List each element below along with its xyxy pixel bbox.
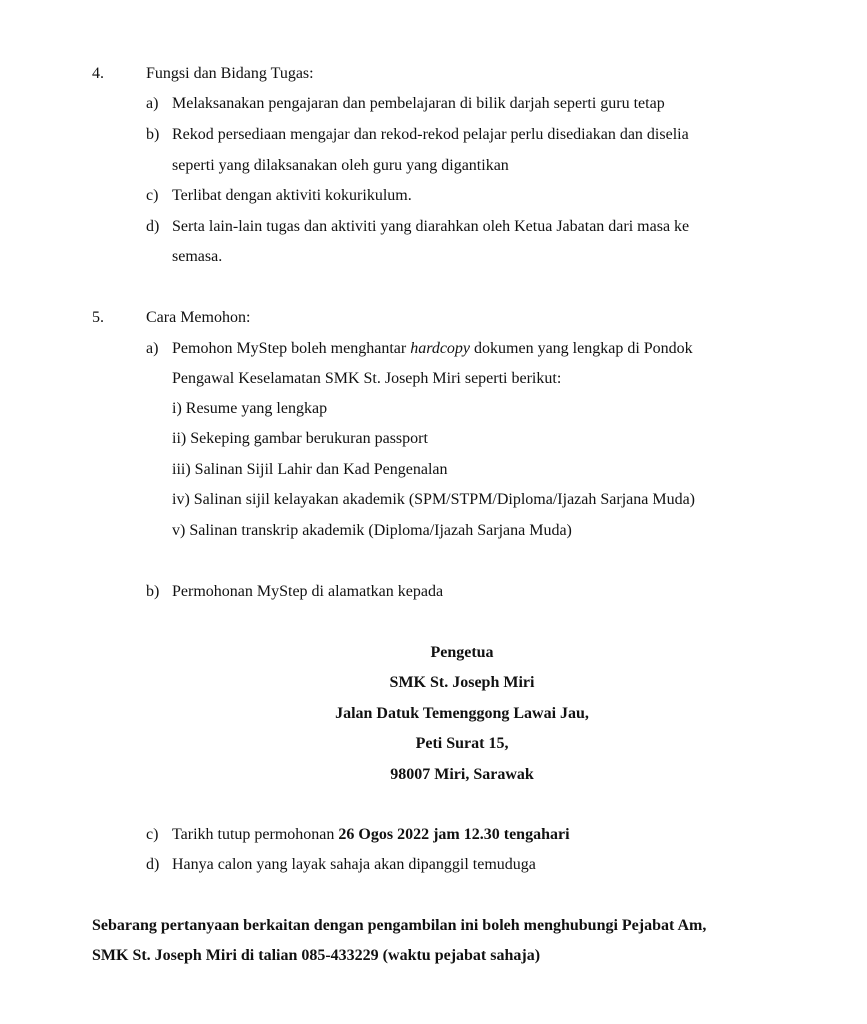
section-4-b-text-line-1: Rekod persediaan mengajar dan rekod-rekod pelajar perlu disediakan dan diselia (172, 126, 689, 143)
closing-note-line-1: Sebarang pertanyaan berkaitan dengan pengambilan ini boleh menghubungi Pejabat Am, (92, 917, 707, 934)
sublist-item-certificates: iv) Salinan sijil kelayakan akademik (SPM/STPM/Diploma/Ijazah Sarjana Muda) (172, 491, 696, 508)
section-5-c-marker: c) (146, 826, 159, 843)
section-5-b-text: Permohonan MyStep di alamatkan kepada (172, 583, 444, 600)
section-5-a-text-line-1 (172, 339, 693, 359)
address-line-postcode: 98007 Miri, Sarawak (390, 766, 534, 783)
closing-note-line-2: SMK St. Joseph Miri di talian 085-433229 (waktu pejabat sahaja) (92, 947, 541, 964)
section-4-d-text-line-1: Serta lain-lain tugas dan aktiviti yang diarahkan oleh Ketua Jabatan dari masa ke (172, 218, 690, 235)
sublist-item-birth-cert: iii) Salinan Sijil Lahir dan Kad Pengenalan (172, 461, 448, 478)
section-5-a-marker: a) (146, 340, 159, 357)
sublist-item-transcripts: v) Salinan transkrip akademik (Diploma/Ijazah Sarjana Muda) (172, 522, 572, 539)
section-4-d-text-line-2: semasa. (172, 248, 223, 265)
address-line-po-box: Peti Surat 15, (415, 735, 509, 752)
section-4-c-marker: c) (146, 187, 159, 204)
address-line-title: Pengetua (430, 644, 494, 661)
section-4-a-marker: a) (146, 95, 159, 112)
section-4-d-marker: d) (146, 218, 160, 235)
section-5-a-text-pre: Pemohon MyStep boleh menghantar (172, 340, 411, 357)
section-5-d-text: Hanya calon yang layak sahaja akan dipanggil temuduga (172, 856, 536, 873)
section-5-a-text-line-2: Pengawal Keselamatan SMK St. Joseph Miri seperti berikut: (172, 370, 562, 387)
section-4-c-text: Terlibat dengan aktiviti kokurikulum. (172, 187, 412, 204)
section-4-b-text-line-2: seperti yang dilaksanakan oleh guru yang digantikan (172, 157, 509, 174)
section-5-d-marker: d) (146, 856, 160, 873)
section-5-a-text-post: dokumen yang lengkap di Pondok (470, 340, 693, 357)
sublist-item-photo: ii) Sekeping gambar berukuran passport (172, 430, 428, 447)
address-line-school: SMK St. Joseph Miri (389, 674, 535, 691)
section-5-heading: Cara Memohon: (146, 309, 251, 326)
section-4-heading: Fungsi dan Bidang Tugas: (146, 65, 314, 82)
section-4-a-text: Melaksanakan pengajaran dan pembelajaran di bilik darjah seperti guru tetap (172, 95, 665, 112)
section-4-number: 4. (92, 65, 104, 82)
section-4-b-marker: b) (146, 126, 160, 143)
section-5-b-marker: b) (146, 583, 160, 600)
section-5-a-text-emphasis: hardcopy (410, 340, 471, 357)
section-5-c-text (172, 825, 570, 845)
sublist-item-resume: i) Resume yang lengkap (172, 400, 328, 417)
closing-date-value: 26 Ogos 2022 jam 12.30 tengahari (338, 826, 570, 843)
section-5-number: 5. (92, 309, 104, 326)
closing-date-label: Tarikh tutup permohonan (172, 826, 339, 843)
address-line-street: Jalan Datuk Temenggong Lawai Jau, (335, 705, 589, 722)
